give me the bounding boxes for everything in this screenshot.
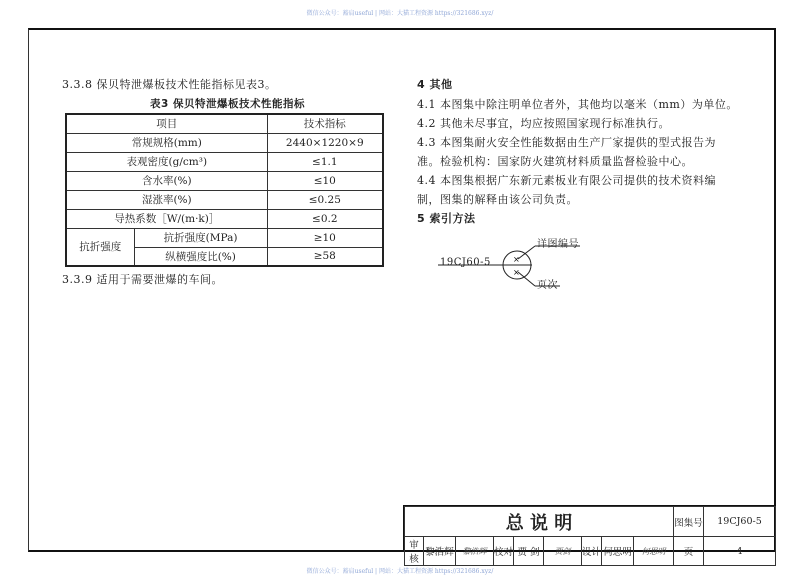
table-row [66, 133, 383, 152]
check-label: 校对 [494, 537, 514, 566]
para-3-3-8: 3.3.8 保贝特泄爆板技术性能指标见表3。 [62, 78, 277, 91]
design-label: 设计 [582, 537, 602, 566]
reviewer-signature: 黎浩辉 [456, 537, 494, 566]
checker-signature: 贾剑 [544, 537, 582, 566]
row-value: ≤10 [267, 171, 383, 190]
row-value: ≤0.25 [267, 190, 383, 209]
group-label: 抗折强度 [66, 228, 134, 266]
watermark-bottom: 微信公众号：豁肩useful | 网站：大猫工程资源 https://321686.xyz/ [306, 568, 494, 575]
atlas-label: 图集号 [674, 507, 704, 537]
designer-signature: 何思明 [634, 537, 674, 566]
page-label: 页 [674, 537, 704, 566]
row-value: 2440×1220×9 [267, 133, 383, 152]
drawing-title: 总 说 明 [405, 507, 674, 537]
table-title: 表3 保贝特泄爆板技术性能指标 [150, 98, 305, 110]
svg-text:×: × [513, 255, 520, 264]
para-4-4b: 制，图集的解释由该公司负责。 [417, 193, 578, 206]
para-4-2: 4.2 其他未尽事宜，均应按照国家现行标准执行。 [417, 117, 670, 130]
table-row [66, 209, 383, 228]
para-4-1: 4.1 本图集中除注明单位者外，其他均以毫米（mm）为单位。 [417, 98, 738, 111]
table-header-row [66, 114, 383, 133]
para-4-3a: 4.3 本图集耐火安全性能数据由生产厂家提供的型式报告为 [417, 136, 716, 149]
row-item: 湿涨率(%) [66, 190, 267, 209]
section-5-heading: 5 索引方法 [417, 212, 476, 225]
atlas-number: 19CJ60-5 [704, 507, 776, 537]
table-row [66, 190, 383, 209]
row-item: 导热系数［W/(m·k)］ [66, 209, 267, 228]
review-label: 审核 [405, 537, 424, 566]
index-detail-label: 详图编号 [537, 239, 579, 250]
table-row [66, 228, 383, 247]
row-item: 含水率(%) [66, 171, 267, 190]
section-4-heading: 4 其他 [417, 78, 453, 91]
para-3-3-9: 3.3.9 适用于需要泄爆的车间。 [62, 273, 223, 286]
watermark-top: 微信公众号：豁肩useful | 网站：大猫工程资源 https://321686.xyz/ [306, 10, 494, 17]
row-value: ≤1.1 [267, 152, 383, 171]
row-value: ≥10 [267, 228, 383, 247]
row-item: 表观密度(g/cm³) [66, 152, 267, 171]
designer-name: 何思明 [602, 537, 634, 566]
para-4-4a: 4.4 本图集根据广东新元素板业有限公司提供的技术资料编 [417, 174, 716, 187]
checker-name: 贾 剑 [514, 537, 544, 566]
page-number: 4 [704, 537, 776, 566]
table-row [66, 152, 383, 171]
header-item: 项目 [66, 114, 267, 133]
index-code: 19CJ60-5 [440, 257, 491, 268]
index-page-label: 页次 [537, 280, 558, 291]
svg-text:×: × [513, 268, 520, 277]
row-item: 常规规格(mm) [66, 133, 267, 152]
row-value: ≥58 [267, 247, 383, 266]
title-block [403, 505, 776, 565]
row-value: ≤0.2 [267, 209, 383, 228]
spec-table [65, 113, 384, 267]
reviewer-name: 黎浩辉 [424, 537, 456, 566]
para-4-3b: 准。检验机构：国家防火建筑材料质量监督检验中心。 [417, 155, 693, 168]
header-value: 技术指标 [267, 114, 383, 133]
row-item: 抗折强度(MPa) [134, 228, 267, 247]
table-row [66, 171, 383, 190]
row-item: 纵横强度比(%) [134, 247, 267, 266]
